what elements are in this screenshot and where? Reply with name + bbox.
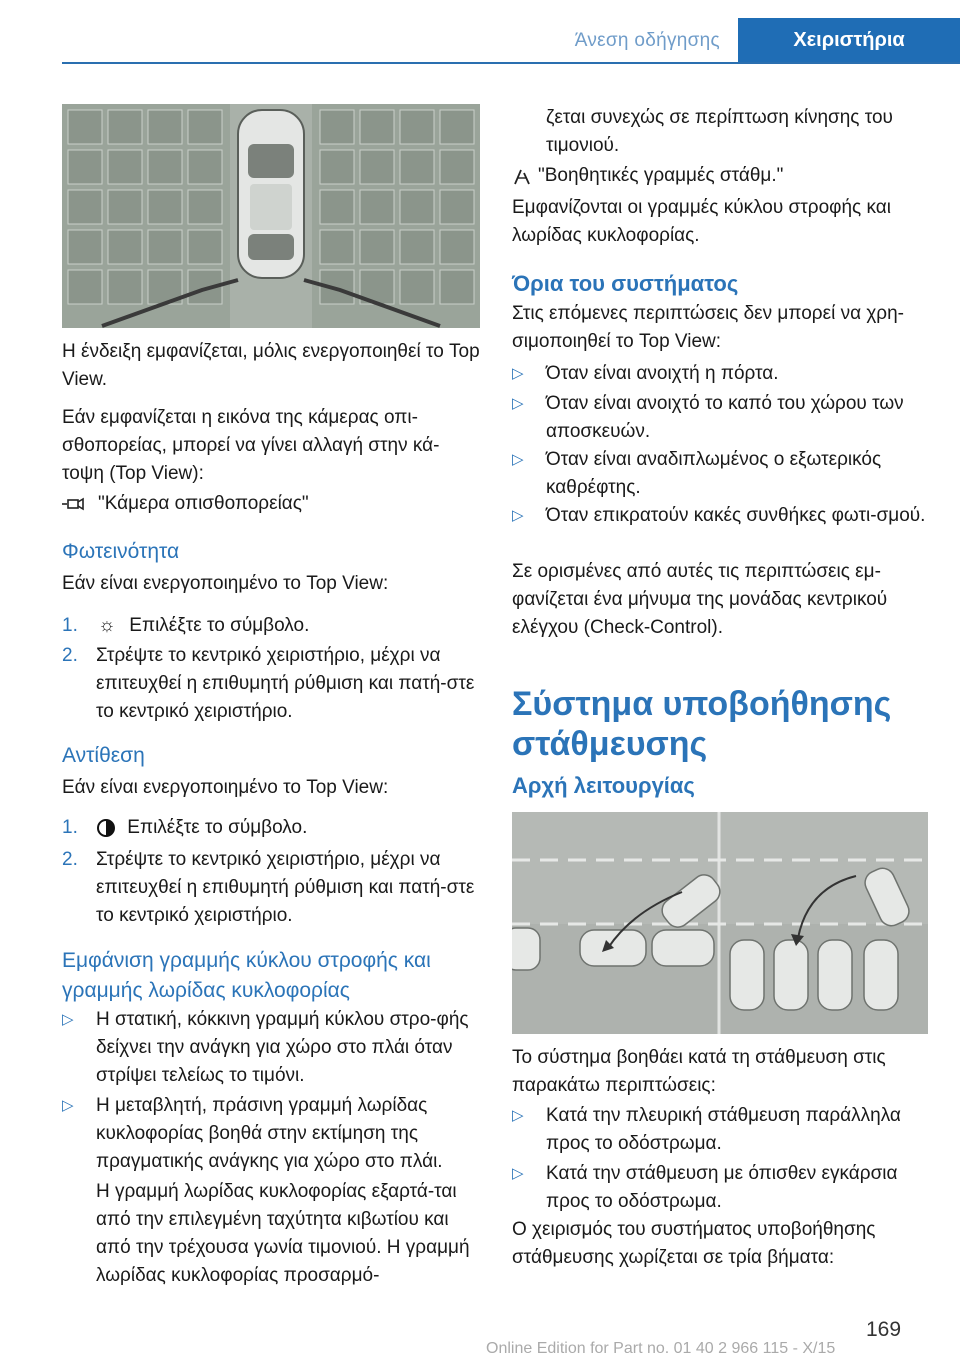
step-number: 1. [62,615,78,636]
camera-label: "Κάμερα οπισθοπορείας" [98,493,309,514]
bullet-text: Η μεταβλητή, πράσινη γραμμή λωρίδας κυκλοφορίας βοηθά στην εκτίμηση της πραγματικής ανάγκης για χώρο στο πλάι. [96,1095,443,1172]
triangle-right-icon: ▷ [512,1165,524,1182]
parking-lines-icon [512,167,532,185]
section-tab: Άνεση οδήγησης [574,30,720,51]
bullet-text: Όταν επικρατούν κακές συνθήκες φωτι‐σμού. [546,505,926,526]
aux-lines-label: "Βοηθητικές γραμμές στάθμ." [538,165,784,186]
triangle-right-icon: ▷ [512,1107,524,1124]
step-text: Στρέψτε το κεντρικό χειριστήριο, μέχρι να επιτευχθεί η επιθυμητή ρύθμιση και πατή‐στε το κεντρικό χειριστήριο. [96,849,475,926]
triangle-right-icon: ▷ [512,507,524,524]
heading-brightness: Φωτεινότητα [62,540,180,563]
bullet-text: Κατά την πλευρική στάθμευση παράλληλα προς το οδόστρωμα. [546,1105,901,1154]
step-text: Επιλέξτε το σύμβολο. [129,615,310,637]
continuation-paragraph: ζεται συνεχώς σε περίπτωση κίνησης του τιμονιού. [546,107,893,156]
page-number: 169 [866,1318,902,1341]
brightness-step-1 [62,612,480,640]
contrast-intro: Εάν είναι ενεργοποιημένο το Top View: [62,777,389,798]
bullet-text: Όταν είναι ανοιχτή η πόρτα. [546,363,779,384]
heading-principle: Αρχή λειτουργίας [512,773,695,798]
limits-intro: Στις επόμενες περιπτώσεις δεν μπορεί να χρη‐σιμοποιηθεί το Top View: [512,303,905,352]
contrast-step-2 [62,846,480,930]
limit-item-4 [512,502,928,530]
triangle-right-icon: ▷ [512,395,524,412]
bullet-text: Όταν είναι αναδιπλωμένος ο εξωτερικός καθρέφτης. [546,449,882,498]
triangle-right-icon: ▷ [62,1011,74,1028]
step-text: Επιλέξτε το σύμβολο. [127,817,308,838]
bullet-text: Κατά την στάθμευση με όπισθεν εγκάρσια προς το οδόστρωμα. [546,1163,898,1212]
principle-item-1 [512,1102,928,1158]
bullet-text: Η στατική, κόκκινη γραμμή κύκλου στρο‐φής δείχνει την ανάγκη για χώρο στο πλάι όταν στρίψει τελείως το τιμόνι. [96,1009,469,1086]
edition-footer: Online Edition for Part no. 01 40 2 966 115 - X/15 [486,1340,836,1357]
step-text: Στρέψτε το κεντρικό χειριστήριο, μέχρι να επιτευχθεί η επιθυμητή ρύθμιση και πατή‐στε το κεντρικό χειριστήριο. [96,645,475,722]
aux-lines-option [512,162,928,190]
brightness-intro: Εάν είναι ενεργοποιημένο το Top View: [62,573,389,594]
brightness-step-2 [62,642,480,726]
limit-item-1 [512,360,928,388]
heading-limits: Όρια του συστήματος [512,271,739,296]
lines-bullet-continuation: Η γραμμή λωρίδας κυκλοφορίας εξαρτά‐ται από την επιλεγμένη ταχύτητα κιβωτίου και από την τρέχουσα γωνία τιμονιού. Η γραμμή λωρίδας κυκλοφορίας προσαρμό‐ [96,1181,470,1286]
triangle-right-icon: ▷ [62,1097,74,1114]
step-number: 2. [62,849,78,870]
triangle-right-icon: ▷ [512,365,524,382]
page-header [0,0,960,64]
sun-icon: ☼ [98,615,116,636]
step-number: 1. [62,817,78,838]
principle-intro: Το σύστημα βοηθάει κατά τη στάθμευση στις παρακάτω περιπτώσεις: [512,1047,886,1096]
principle-outro: Ο χειρισμός του συστήματος υποβοήθησης στάθμευσης χωρίζεται σε τρία βήματα: [512,1219,876,1268]
heading-parking-assistant: Σύστημα υποβοήθησης στάθμευσης [512,685,892,763]
heading-contrast: Αντίθεση [62,744,145,767]
principle-item-2 [512,1160,928,1216]
rear-camera-icon [62,495,84,513]
parking-figure [512,812,928,1034]
lines-bullet-2 [62,1092,480,1176]
header-rule [62,62,960,64]
bullet-text: Όταν είναι ανοιχτό το καπό του χώρου των αποσκευών. [546,393,904,442]
contrast-icon [96,818,116,838]
top-view-figure [62,104,480,328]
heading-lines: Εμφάνιση γραμμής κύκλου στροφής και γραμμής λωρίδας κυκλοφορίας [62,949,431,1002]
contrast-step-1 [62,814,480,842]
lines-bullet-1 [62,1006,480,1090]
camera-paragraph: Εάν εμφανίζεται η εικόνα της κάμερας οπι‐σθοπορείας, μπορεί να γίνει αλλαγή στην κά‐τοψη (Top View): [62,407,440,484]
limit-item-3 [512,446,928,502]
chapter-tab: Χειριστήρια [738,18,960,62]
aux-lines-desc: Εμφανίζονται οι γραμμές κύκλου στροφής και λωρίδας κυκλοφορίας. [512,197,891,246]
triangle-right-icon: ▷ [512,451,524,468]
limits-note: Σε ορισμένες από αυτές τις περιπτώσεις εμ‐φανίζεται ένα μήνυμα της μονάδας κεντρικού ελέγχου (Check-Control). [512,561,888,638]
camera-option [62,490,480,518]
limit-item-2 [512,390,928,446]
step-number: 2. [62,645,78,666]
intro-paragraph: Η ένδειξη εμφανίζεται, μόλις ενεργοποιηθεί το Top View. [62,341,480,390]
